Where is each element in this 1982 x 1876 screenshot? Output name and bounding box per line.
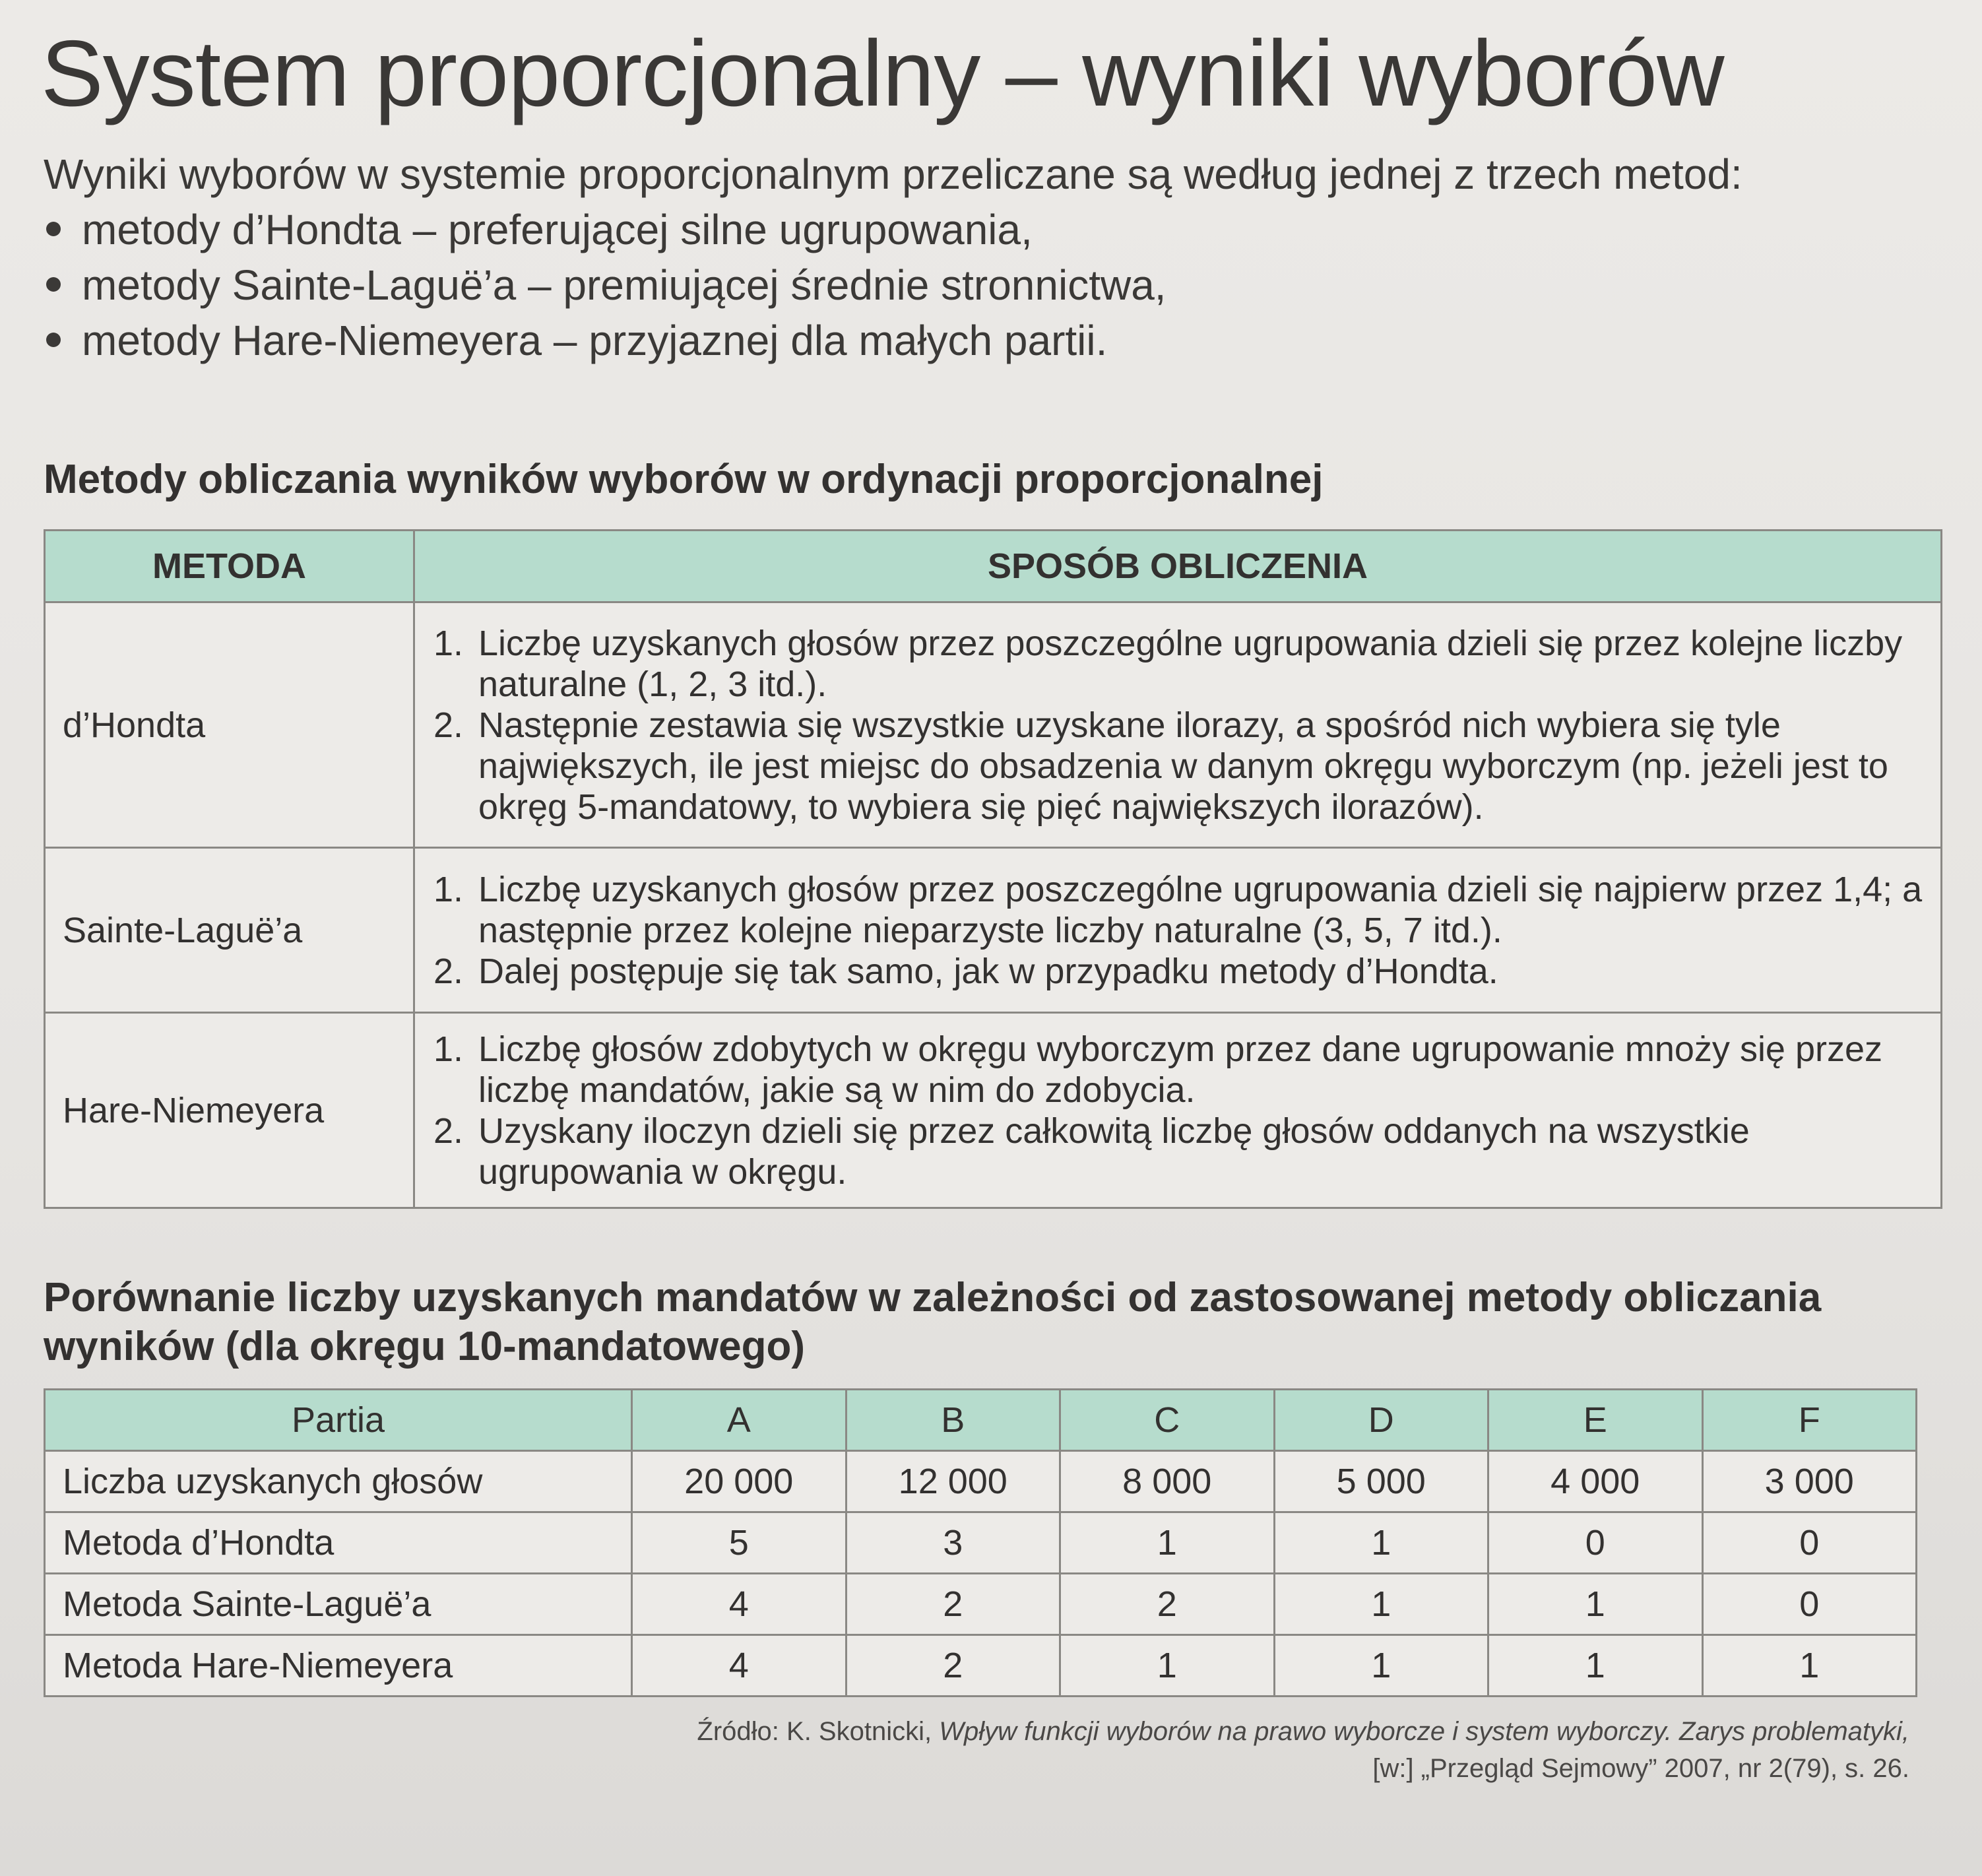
method-name: Sainte-Laguë’a xyxy=(45,848,414,1013)
table-row xyxy=(45,848,1942,1013)
bullet-item xyxy=(44,313,1931,368)
table-row xyxy=(45,1574,1917,1635)
table-row xyxy=(45,1635,1917,1697)
table-cell: 1 xyxy=(1060,1635,1275,1697)
table-cell: 4 xyxy=(632,1635,847,1697)
bullet-item xyxy=(44,202,1931,257)
column-header-method: METODA xyxy=(45,531,414,602)
bullet-text: metody Hare-Niemeyera – przyjaznej dla małych partii. xyxy=(82,317,1108,364)
bullet-text: metody d’Hondta – preferującej silne ugrupowania, xyxy=(82,206,1033,253)
table-cell: 3 xyxy=(846,1512,1060,1574)
methods-bullet-list xyxy=(44,202,1931,368)
step-item: 1. Liczbę uzyskanych głosów przez poszczególne ugrupowania dzieli się najpierw przez 1,4; a następnie przez kolejne nieparzyste liczby naturalne (3, 5, 7 itd.). xyxy=(473,869,1930,951)
table-header-row xyxy=(45,1390,1917,1451)
source-prefix: Źródło: K. Skotnicki, xyxy=(697,1717,940,1746)
table-cell: 12 000 xyxy=(846,1451,1060,1512)
table-cell: 8 000 xyxy=(1060,1451,1275,1512)
table-row xyxy=(45,1451,1917,1512)
table-cell: 5 000 xyxy=(1274,1451,1488,1512)
row-label: Metoda d’Hondta xyxy=(45,1512,632,1574)
table-cell: 1 xyxy=(1488,1635,1703,1697)
source-line-2: [w:] „Przegląd Sejmowy” 2007, nr 2(79), s. 26. xyxy=(1372,1754,1909,1783)
bullet-text: metody Sainte-Laguë’a – premiującej średnie stronnictwa, xyxy=(82,261,1167,309)
method-description xyxy=(414,1013,1942,1208)
table-cell: 2 xyxy=(846,1635,1060,1697)
column-header-party: Partia xyxy=(45,1390,632,1451)
bullet-icon xyxy=(46,333,61,347)
party-header: B xyxy=(846,1390,1060,1451)
party-header: C xyxy=(1060,1390,1275,1451)
bullet-item xyxy=(44,257,1931,313)
table-cell: 20 000 xyxy=(632,1451,847,1512)
column-header-calculation: SPOSÓB OBLICZENIA xyxy=(414,531,1942,602)
party-header: F xyxy=(1702,1390,1917,1451)
table-cell: 3 000 xyxy=(1702,1451,1917,1512)
page-title: System proporcjonalny – wyniki wyborów xyxy=(41,21,1724,126)
intro-lead: Wyniki wyborów w systemie proporcjonalnym przeliczane są według jednej z trzech metod: xyxy=(44,150,1742,198)
table-cell: 1 xyxy=(1060,1512,1275,1574)
row-label: Liczba uzyskanych głosów xyxy=(45,1451,632,1512)
table-cell: 1 xyxy=(1274,1635,1488,1697)
table-cell: 1 xyxy=(1488,1574,1703,1635)
results-table-title: Porównanie liczby uzyskanych mandatów w zależności od zastosowanej metody obliczania wyników (dla okręgu 10-mandatowego) xyxy=(44,1275,1822,1369)
party-header: E xyxy=(1488,1390,1703,1451)
step-item: 2. Dalej postępuje się tak samo, jak w przypadku metody d’Hondta. xyxy=(473,951,1930,992)
source-line-1 xyxy=(697,1713,1909,1750)
row-label: Metoda Sainte-Laguë’a xyxy=(45,1574,632,1635)
step-item: 1. Liczbę głosów zdobytych w okręgu wyborczym przez dane ugrupowanie mnoży się przez liczbę mandatów, jakie są w nim do zdobycia. xyxy=(473,1029,1930,1111)
intro-section xyxy=(44,146,1931,368)
step-item: 2. Następnie zestawia się wszystkie uzyskane ilorazy, a spośród nich wybiera się tyle największych, ile jest miejsc do obsadzenia w danym okręgu wyborczym (np. jeżeli jest to okręg 5-mandatowy, to wybiera się pięć największych ilorazów). xyxy=(473,705,1930,827)
bullet-icon xyxy=(46,222,61,236)
method-description xyxy=(414,848,1942,1013)
table-row xyxy=(45,1013,1942,1208)
party-header: D xyxy=(1274,1390,1488,1451)
results-table xyxy=(44,1388,1917,1697)
table-cell: 4 xyxy=(632,1574,847,1635)
step-item: 1. Liczbę uzyskanych głosów przez poszczególne ugrupowania dzieli się przez kolejne liczby naturalne (1, 2, 3 itd.). xyxy=(473,623,1930,705)
table-row xyxy=(45,602,1942,848)
table-cell: 0 xyxy=(1702,1512,1917,1574)
step-item: 2. Uzyskany iloczyn dzieli się przez całkowitą liczbę głosów oddanych na wszystkie ugrupowania w okręgu. xyxy=(473,1111,1930,1192)
table-cell: 2 xyxy=(846,1574,1060,1635)
party-header: A xyxy=(632,1390,847,1451)
methods-table xyxy=(44,529,1942,1209)
table-cell: 2 xyxy=(1060,1574,1275,1635)
source-title: Wpływ funkcji wyborów na prawo wyborcze i system wyborczy. Zarys problematyki, xyxy=(939,1717,1909,1746)
method-name: Hare-Niemeyera xyxy=(45,1013,414,1208)
table-row xyxy=(45,1512,1917,1574)
row-label: Metoda Hare-Niemeyera xyxy=(45,1635,632,1697)
table-cell: 5 xyxy=(632,1512,847,1574)
table-cell: 0 xyxy=(1702,1574,1917,1635)
method-description xyxy=(414,602,1942,848)
table-cell: 0 xyxy=(1488,1512,1703,1574)
source-citation xyxy=(697,1713,1909,1787)
table-header-row xyxy=(45,531,1942,602)
bullet-icon xyxy=(46,277,61,292)
table-cell: 1 xyxy=(1702,1635,1917,1697)
table-cell: 1 xyxy=(1274,1574,1488,1635)
table-cell: 4 000 xyxy=(1488,1451,1703,1512)
methods-table-title: Metody obliczania wyników wyborów w ordynacji proporcjonalnej xyxy=(44,457,1324,502)
method-name: d’Hondta xyxy=(45,602,414,848)
table-cell: 1 xyxy=(1274,1512,1488,1574)
